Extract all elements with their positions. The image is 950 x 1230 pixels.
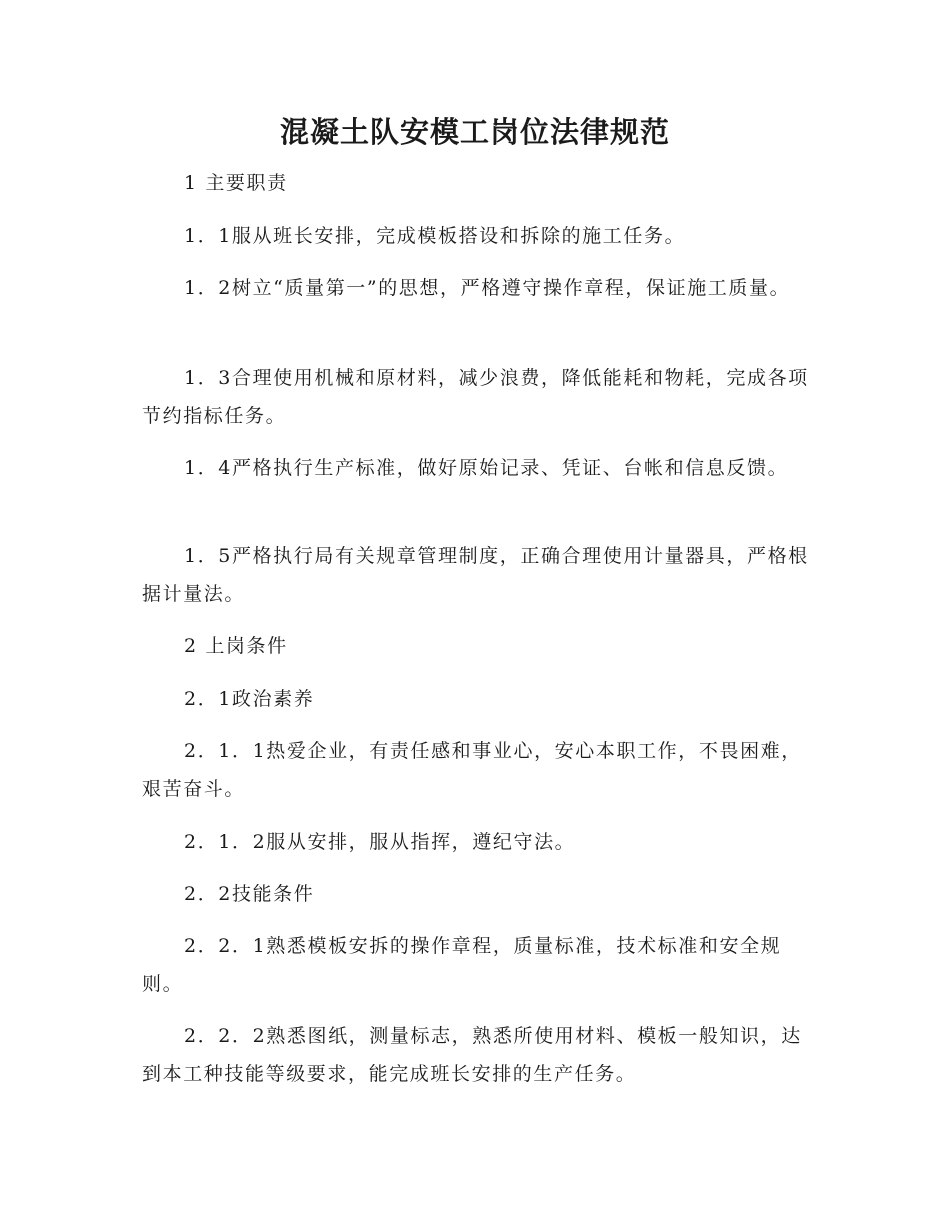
paragraph-1-1: 1．1服从班长安排，完成模板搭设和拆除的施工任务。 bbox=[184, 225, 686, 247]
paragraph-2-1-1: 2．1．1热爱企业，有责任感和事业心，安心本职工作，不畏困难，艰苦奋斗。 bbox=[142, 740, 802, 800]
paragraph-1-3: 1．3合理使用机械和原材料，减少浪费，降低能耗和物耗，完成各项节约指标任务。 bbox=[142, 367, 809, 427]
paragraph-2-1-2: 2．1．2服从安排，服从指挥，遵纪守法。 bbox=[184, 831, 576, 853]
paragraph-2-2-2: 2．2．2熟悉图纸，测量标志，熟悉所使用材料、模板一般知识，达到本工种技能等级要求，能完成班长安排的生产任务。 bbox=[142, 1025, 802, 1085]
heading-job-requirements: 2 上岗条件 bbox=[184, 635, 288, 657]
paragraph-1-5: 1．5严格执行局有关规章管理制度，正确合理使用计量器具，严格根据计量法。 bbox=[142, 545, 809, 605]
paragraph-1-4: 1．4严格执行生产标准，做好原始记录、凭证、台帐和信息反馈。 bbox=[184, 457, 789, 479]
document-title: 混凝土队安模工岗位法律规范 bbox=[279, 115, 670, 149]
heading-main-duties: 1 主要职责 bbox=[184, 172, 288, 194]
paragraph-1-2: 1．2树立“质量第一”的思想，严格遵守操作章程，保证施工质量。 bbox=[184, 277, 791, 299]
paragraph-2-2-1: 2．2．1熟悉模板安拆的操作章程，质量标准，技术标准和安全规则。 bbox=[142, 935, 782, 995]
heading-political-quality: 2．1政治素养 bbox=[184, 688, 315, 710]
heading-skill-requirements: 2．2技能条件 bbox=[184, 883, 315, 905]
